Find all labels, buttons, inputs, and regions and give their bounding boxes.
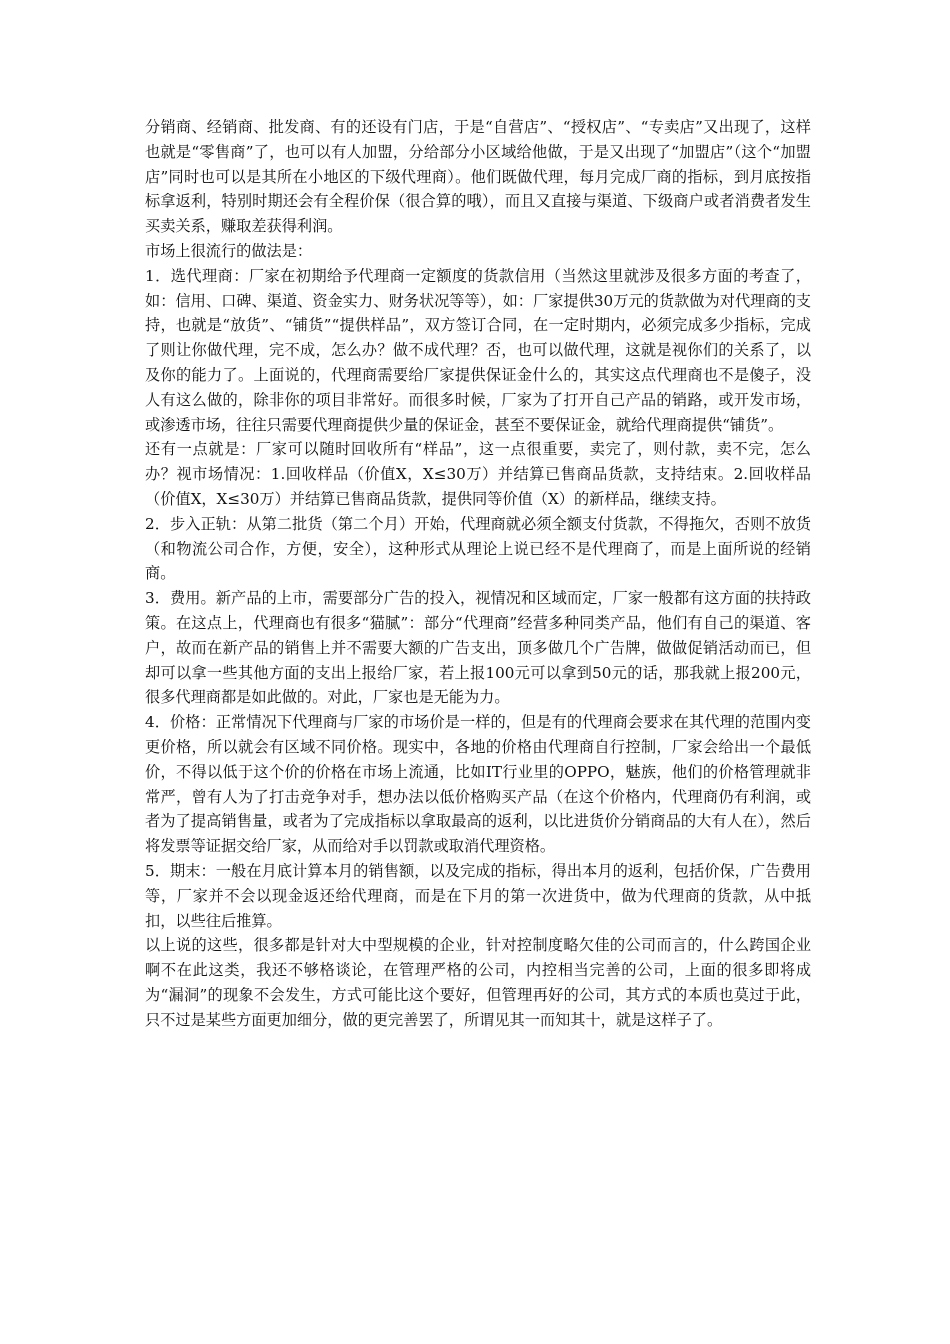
paragraph-item-5-period-end: 5．期末：一般在月底计算本月的销售额，以及完成的指标，得出本月的返利，包括价保，广告费用等，厂家并不会以现金返还给代理商，而是在下月的第一次进货中，做为代理商的货款，从中抵扣，以些往后推算。 [145, 861, 811, 930]
paragraph-intro: 分销商、经销商、批发商、有的还设有门店，于是“自营店”、“授权店”、“专卖店”又出现了，这样也就是“零售商”了，也可以有人加盟，分给部分小区域给他做，于是又出现了“加盟店”（这个“加盟店”同时也可以是其所在小地区的下级代理商）。他们既做代理，每月完成厂商的指标，到月底按指标拿返利，特别时期还会有全程价保（很合算的哦），而且又直接与渠道、下级商户或者消费者发生买卖关系，赚取差获得利润。 [145, 118, 811, 236]
paragraph-item-1-select-agent: 1．选代理商：厂家在初期给予代理商一定额度的货款信用（当然这里就涉及很多方面的考查了，如：信用、口碑、渠道、资金实力、财务状况等等），如：厂家提供30万元的货款做为对代理商的支持，也就是“放货”、“铺货”“提供样品”，双方签订合同，在一定时期内，必须完成多少指标，完成了则让你做代理，完不成，怎么办？做不成代理？否，也可以做代理，这就是视你们的关系了，以及你的能力了。上面说的，代理商需要给厂家提供保证金什么的，其实这点代理商也不是傻子，没人有这么做的，除非你的项目非常好。而很多时候，厂家为了打开自己产品的销路，或开发市场，或渗透市场，往往只需要代理商提供少量的保证金，甚至不要保证金，就给代理商提供“铺货”。 [145, 266, 811, 434]
paragraph-market-practice-heading: 市场上很流行的做法是： [145, 241, 313, 260]
paragraph-conclusion: 以上说的这些，很多都是针对大中型规模的企业，针对控制度略欠佳的公司而言的，什么跨国企业啊不在此这类，我还不够格谈论，在管理严格的公司，内控相当完善的公司，上面的很多即将成为“漏洞”的现象不会发生，方式可能比这个要好，但管理再好的公司，其方式的本质也莫过于此，只不过是某些方面更加细分，做的更完善罢了，所谓见其一而知其十，就是这样子了。 [145, 936, 811, 1029]
paragraph-item-2-on-track: 2．步入正轨：从第二批货（第二个月）开始，代理商就必须全额支付货款，不得拖欠，否则不放货（和物流公司合作，方便，安全），这种形式从理论上说已经不是代理商了，而是上面所说的经销商。 [145, 514, 811, 583]
document-body [145, 115, 811, 1032]
paragraph-sample-recall: 还有一点就是：厂家可以随时回收所有“样品”，这一点很重要，卖完了，则付款，卖不完，怎么办？视市场情况：1.回收样品（价值X，X≤30万）并结算已售商品货款，支持结束。2.回收样品（价值X，X≤30万）并结算已售商品货款，提供同等价值（X）的新样品，继续支持。 [145, 440, 811, 508]
paragraph-item-4-price: 4．价格：正常情况下代理商与厂家的市场价是一样的，但是有的代理商会要求在其代理的范围内变更价格，所以就会有区域不同价格。现实中，各地的价格由代理商自行控制，厂家会给出一个最低价，不得以低于这个价的价格在市场上流通，比如IT行业里的OPPO，魅族，他们的价格管理就非常严，曾有人为了打击竞争对手，想办法以低价格购买产品（在这个价格内，代理商仍有利润，或者为了提高销售量，或者为了完成指标以拿取最高的返利，以比进货价分销商品的大有人在），然后将发票等证据交给厂家，从而给对手以罚款或取消代理资格。 [145, 713, 811, 856]
paragraph-item-3-costs: 3．费用。新产品的上市，需要部分广告的投入，视情况和区域而定，厂家一般都有这方面的扶持政策。在这点上，代理商也有很多“猫腻”：部分“代理商”经营多种同类产品，他们有自己的渠道、客户，故而在新产品的销售上并不需要大额的广告支出，顶多做几个广告牌，做做促销活动而已，但却可以拿一些其他方面的支出上报给厂家，若上报100元可以拿到50元的话，那我就上报200元，很多代理商都是如此做的。对此，厂家也是无能为力。 [145, 589, 811, 707]
